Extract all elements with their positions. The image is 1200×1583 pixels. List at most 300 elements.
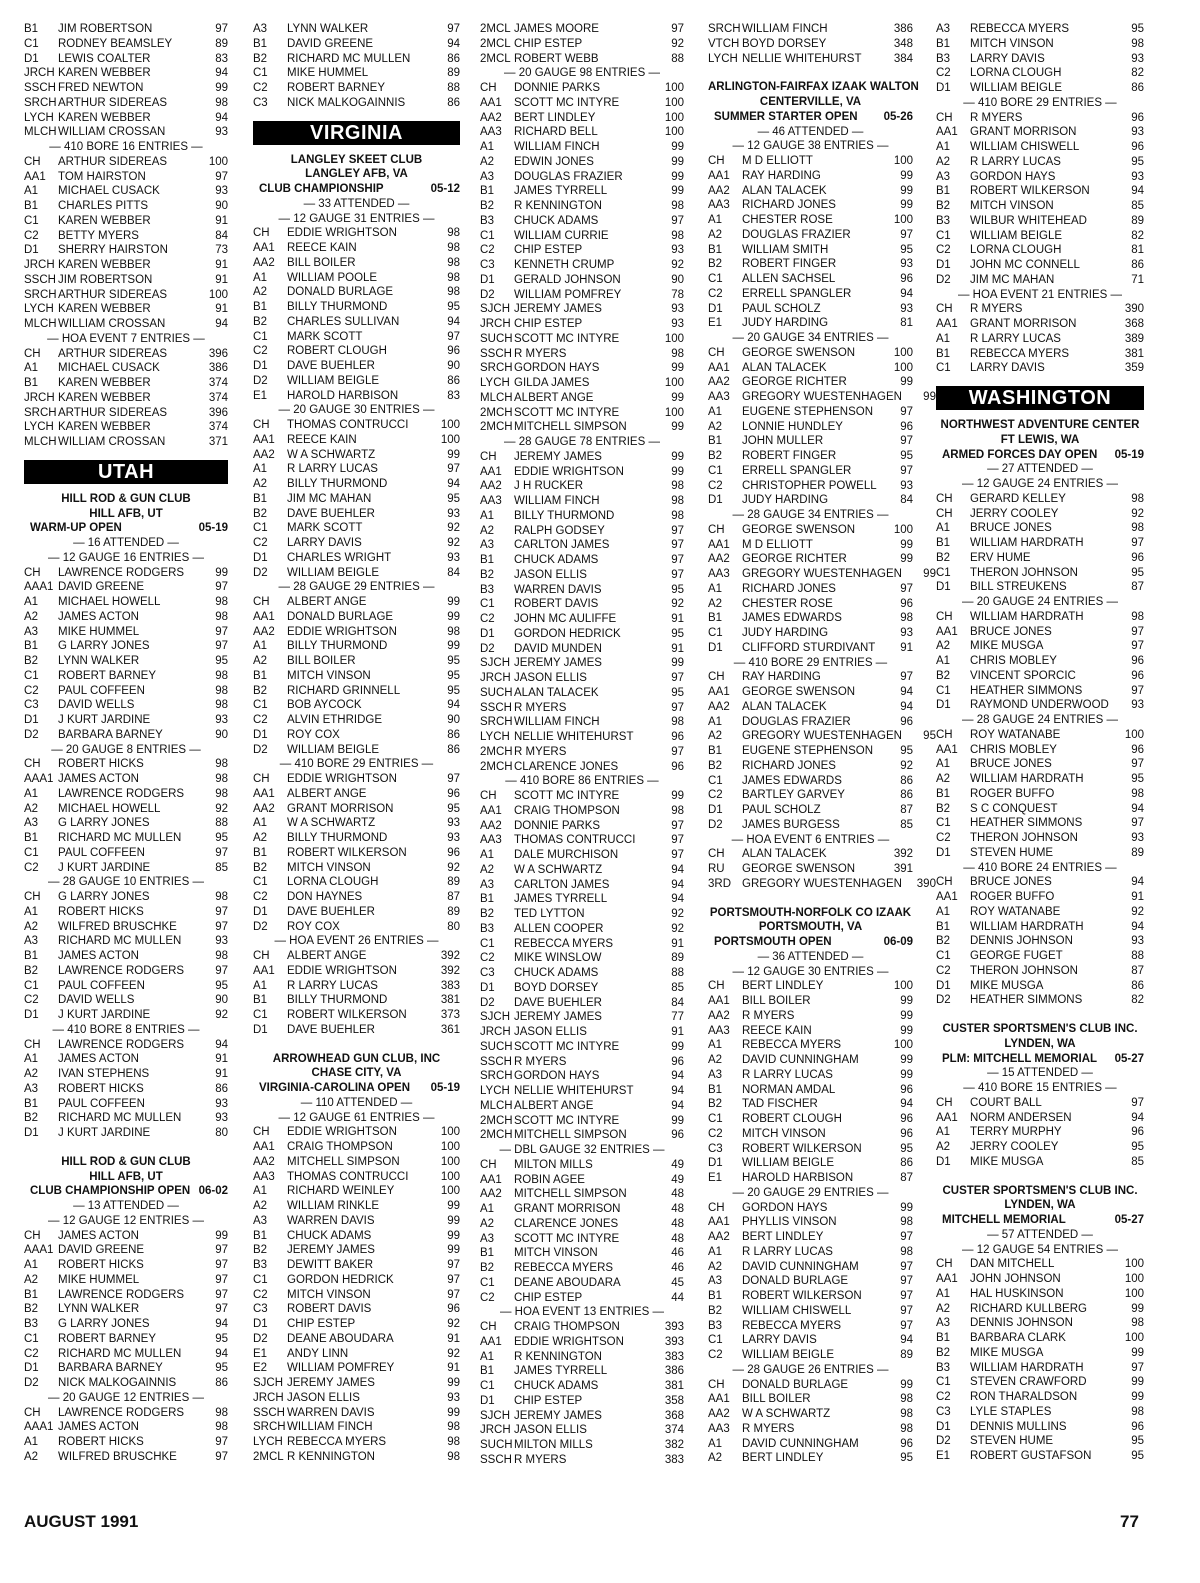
section-gap xyxy=(936,1170,1144,1184)
result-row xyxy=(708,361,913,376)
class-code: B2 xyxy=(253,861,268,874)
class-code: C2 xyxy=(936,67,951,80)
score: 100 xyxy=(440,419,460,431)
shooter-name: GORDON HAYS xyxy=(514,1070,600,1083)
score: 94 xyxy=(671,878,684,891)
class-code: D1 xyxy=(24,714,39,726)
shooter-name: MITCHELL SIMPSON xyxy=(514,1129,627,1142)
shooter-name: MIKE HUMMEL xyxy=(287,67,369,80)
result-row xyxy=(936,1257,1144,1272)
class-code: CH xyxy=(936,507,953,520)
score: 383 xyxy=(440,979,460,992)
result-row xyxy=(24,66,228,81)
score: 99 xyxy=(671,391,684,404)
score: 97 xyxy=(1131,640,1144,653)
score: 98 xyxy=(671,509,684,522)
shooter-name: JUDY HARDING xyxy=(742,627,829,639)
class-code: C2 xyxy=(24,1347,39,1360)
score: 97 xyxy=(215,1436,228,1448)
shooter-name: JASON ELLIS xyxy=(514,672,587,684)
result-row xyxy=(480,1069,684,1084)
result-row xyxy=(480,1025,684,1040)
shooter-name: JAMES EDWARDS xyxy=(742,774,842,787)
result-row xyxy=(708,759,913,774)
class-code: CH xyxy=(936,1258,953,1271)
shooter-name: LORNA CLOUGH xyxy=(970,67,1062,80)
class-code: CH xyxy=(708,155,725,167)
shooter-name: STEVEN CRAWFORD xyxy=(970,1376,1087,1389)
shooter-name: WILLIAM CURRIE xyxy=(514,229,609,242)
result-row xyxy=(936,111,1144,126)
class-code: C1 xyxy=(253,876,268,889)
class-code: A2 xyxy=(253,478,268,490)
class-code: D2 xyxy=(24,1377,39,1389)
result-row xyxy=(480,1217,684,1232)
event-name: PORTSMOUTH OPEN xyxy=(714,936,832,948)
score: 84 xyxy=(900,494,913,507)
shooter-name: IVAN STEPHENS xyxy=(58,1068,150,1080)
result-row xyxy=(24,920,228,935)
shooter-name: G LARRY JONES xyxy=(58,817,150,830)
result-row xyxy=(936,743,1144,758)
class-code: A3 xyxy=(253,1214,268,1227)
score: 48 xyxy=(671,1232,684,1245)
result-row xyxy=(480,1099,684,1114)
class-code: B1 xyxy=(708,1290,723,1302)
result-row xyxy=(253,241,460,256)
result-row xyxy=(936,492,1144,507)
score: 98 xyxy=(671,495,684,507)
class-code: B1 xyxy=(253,846,268,859)
class-code: E1 xyxy=(708,317,723,330)
class-code: AA1 xyxy=(253,610,275,623)
shooter-name: ROBERT CLOUGH xyxy=(742,1113,842,1125)
result-row xyxy=(936,1316,1144,1331)
shooter-name: PHYLLIS VINSON xyxy=(742,1216,837,1229)
class-code: C1 xyxy=(253,522,268,535)
class-code: B1 xyxy=(24,200,39,212)
score: 85 xyxy=(1131,1155,1144,1168)
shooter-name: ARTHUR SIDEREAS xyxy=(58,155,168,168)
shooter-name: CHRIS MOBLEY xyxy=(970,655,1057,667)
class-code: C2 xyxy=(708,479,723,492)
class-code: D1 xyxy=(253,1023,268,1036)
score: 96 xyxy=(447,345,460,358)
class-code: SRCH xyxy=(480,716,513,729)
result-row xyxy=(480,907,684,922)
result-row xyxy=(480,553,684,568)
shooter-name: NELLIE WHITEHURST xyxy=(514,731,634,743)
score: 97 xyxy=(215,1303,228,1316)
class-code: JRCH xyxy=(24,259,55,271)
shooter-name: GORDON HAYS xyxy=(742,1201,828,1214)
result-row xyxy=(253,389,460,404)
result-row xyxy=(253,1420,460,1435)
shooter-name: GEORGE FUGET xyxy=(970,950,1063,962)
score: 81 xyxy=(900,317,913,330)
shooter-name: BRUCE JONES xyxy=(970,625,1052,638)
shooter-name: CHARLES PITTS xyxy=(58,200,149,212)
shooter-name: ROBERT FINGER xyxy=(742,258,837,271)
result-row xyxy=(480,317,684,332)
score: 99 xyxy=(1131,1346,1144,1359)
class-code: SRCH xyxy=(480,1070,513,1083)
shooter-name: JASON ELLIS xyxy=(287,1391,360,1404)
class-code: B1 xyxy=(24,23,39,35)
class-code: C1 xyxy=(24,846,39,859)
shooter-name: DOUGLAS FRAZIER xyxy=(514,170,623,183)
result-row xyxy=(480,1379,684,1394)
shooter-name: CHUCK ADAMS xyxy=(514,554,599,566)
result-row xyxy=(24,890,228,905)
shooter-name: EDDIE WRIGHTSON xyxy=(287,964,397,977)
shooter-name: RAY HARDING xyxy=(742,671,821,684)
class-code: A3 xyxy=(24,625,39,638)
score: 100 xyxy=(664,377,684,389)
class-code: AA2 xyxy=(253,1155,275,1168)
score: 95 xyxy=(671,583,684,596)
shooter-name: BILLY THURMOND xyxy=(287,832,388,844)
class-code: B3 xyxy=(480,583,495,596)
result-row xyxy=(24,155,228,170)
class-code: D2 xyxy=(253,743,268,756)
result-row xyxy=(253,96,460,111)
section-gap xyxy=(708,892,913,906)
class-code: LYCH xyxy=(708,52,738,65)
shooter-name: THOMAS CONTRUCCI xyxy=(287,1170,409,1183)
result-row xyxy=(24,1111,228,1126)
score: 95 xyxy=(1131,23,1144,35)
result-row xyxy=(253,713,460,728)
class-code: D1 xyxy=(24,1009,39,1021)
shooter-name: WARREN DAVIS xyxy=(287,1214,375,1227)
class-code: AA2 xyxy=(708,184,730,197)
result-row xyxy=(480,1394,684,1409)
score: 92 xyxy=(215,802,228,815)
class-code: AA2 xyxy=(708,1009,730,1022)
score: 95 xyxy=(447,301,460,313)
class-code: C1 xyxy=(253,1009,268,1021)
club-header: CUSTER SPORTSMEN'S CLUB INC. xyxy=(942,1023,1138,1035)
class-code: AA1 xyxy=(480,1173,502,1186)
result-row xyxy=(480,155,684,170)
score: 89 xyxy=(671,952,684,965)
result-row xyxy=(708,803,913,818)
shooter-name: ERRELL SPANGLER xyxy=(742,464,852,477)
shooter-name: BARBARA BARNEY xyxy=(58,1362,163,1375)
class-code: E1 xyxy=(708,1172,723,1184)
shooter-name: JERRY COOLEY xyxy=(970,1141,1059,1153)
result-row xyxy=(708,744,913,759)
score: 94 xyxy=(1131,185,1144,198)
shooter-name: LAWRENCE RODGERS xyxy=(58,566,185,579)
score: 95 xyxy=(215,1332,228,1345)
class-code: C2 xyxy=(253,345,268,358)
result-row xyxy=(708,700,913,715)
shooter-name: RICHARD BELL xyxy=(514,126,598,139)
shooter-name: CLIFFORD STURDIVANT xyxy=(742,641,876,654)
class-code: B1 xyxy=(480,1247,495,1260)
class-code: C3 xyxy=(936,1405,951,1418)
score: 93 xyxy=(1131,170,1144,183)
score: 97 xyxy=(215,964,228,977)
score: 99 xyxy=(671,450,684,463)
class-code: SUCH xyxy=(480,1040,513,1053)
score: 96 xyxy=(671,1055,684,1068)
shooter-name: LYNN WALKER xyxy=(58,655,140,667)
class-code: JRCH xyxy=(480,1424,511,1437)
class-code: AA2 xyxy=(480,1188,502,1201)
result-row xyxy=(480,892,684,907)
score: 90 xyxy=(215,200,228,212)
score: 86 xyxy=(215,1082,228,1095)
class-code: B1 xyxy=(708,1083,723,1096)
class-code: A2 xyxy=(936,1141,951,1153)
result-row xyxy=(936,1331,1144,1346)
class-code: CH xyxy=(936,728,953,741)
score: 97 xyxy=(671,554,684,566)
score: 98 xyxy=(671,716,684,729)
class-code: D2 xyxy=(480,642,495,655)
result-row xyxy=(253,1273,460,1288)
shooter-name: RICHARD MC MULLEN xyxy=(58,935,182,948)
score: 98 xyxy=(900,1216,913,1229)
result-row xyxy=(480,1438,684,1453)
result-row xyxy=(480,1040,684,1055)
score: 97 xyxy=(671,23,684,35)
score: 93 xyxy=(447,507,460,520)
result-row xyxy=(936,1449,1144,1464)
shooter-name: ALLEN COOPER xyxy=(514,922,604,935)
result-row xyxy=(708,611,913,626)
result-row xyxy=(24,979,228,994)
result-row xyxy=(24,861,228,876)
class-code: D1 xyxy=(936,1420,951,1433)
score: 95 xyxy=(900,745,913,757)
event-title xyxy=(253,1081,460,1096)
shooter-name: ROGER BUFFO xyxy=(970,891,1055,903)
score: 384 xyxy=(893,52,913,65)
shooter-name: NORMAN AMDAL xyxy=(742,1083,836,1096)
shooter-name: KAREN WEBBER xyxy=(58,377,151,389)
result-row xyxy=(253,1347,460,1362)
class-code: A1 xyxy=(480,509,495,522)
class-code: AA1 xyxy=(708,1393,730,1406)
shooter-name: MARK SCOTT xyxy=(287,522,363,535)
result-row xyxy=(708,1245,913,1260)
score: 91 xyxy=(447,1362,460,1375)
result-row xyxy=(480,22,684,37)
result-row xyxy=(936,728,1144,743)
score: 100 xyxy=(893,523,913,536)
result-row xyxy=(936,625,1144,640)
shooter-name: JOHN MULLER xyxy=(742,435,824,448)
shooter-name: GERALD JOHNSON xyxy=(514,273,621,286)
score: 96 xyxy=(1131,669,1144,682)
score: 97 xyxy=(447,463,460,476)
event-subheader: — 410 BORE 86 ENTRIES — xyxy=(505,775,659,788)
score: 99 xyxy=(1131,1376,1144,1389)
class-code: MLCH xyxy=(480,391,513,404)
shooter-name: ERRELL SPANGLER xyxy=(742,287,852,300)
score: 95 xyxy=(215,979,228,992)
class-code: AA3 xyxy=(480,495,502,507)
result-row xyxy=(708,567,936,582)
score: 390 xyxy=(916,877,936,890)
result-row xyxy=(253,861,460,876)
shooter-name: DAVID WELLS xyxy=(58,994,135,1007)
class-code: SRCH xyxy=(253,1421,286,1434)
class-code: D1 xyxy=(253,551,268,564)
class-code: D1 xyxy=(936,846,951,859)
result-row xyxy=(708,979,913,994)
class-code: B2 xyxy=(24,1112,39,1125)
class-code: CH xyxy=(936,303,953,316)
shooter-name: GREGORY WUESTENHAGEN xyxy=(742,391,902,403)
shooter-name: GRANT MORRISON xyxy=(970,318,1077,330)
shooter-name: MIKE WINSLOW xyxy=(514,952,602,965)
class-code: B1 xyxy=(480,893,495,906)
class-code: A1 xyxy=(480,141,495,153)
result-row xyxy=(253,595,460,610)
score: 97 xyxy=(671,214,684,227)
event-subheader: — HOA EVENT 21 ENTRIES — xyxy=(957,288,1123,301)
score: 91 xyxy=(671,613,684,625)
shooter-name: JAMES ACTON xyxy=(58,773,139,785)
class-code: 2MCH xyxy=(480,745,513,758)
result-row xyxy=(936,684,1144,699)
shooter-name: S C CONQUEST xyxy=(970,802,1058,815)
result-row xyxy=(253,536,460,551)
class-code: AA1 xyxy=(936,743,958,756)
class-code: A2 xyxy=(936,1302,951,1315)
result-row xyxy=(480,1232,684,1247)
result-row xyxy=(708,670,913,685)
class-code: CH xyxy=(480,1321,497,1333)
shooter-name: EDDIE WRIGHTSON xyxy=(514,1335,624,1348)
shooter-name: DAVID WELLS xyxy=(58,699,135,712)
shooter-name: WILLIAM POOLE xyxy=(287,271,378,284)
score: 82 xyxy=(1131,229,1144,242)
score: 100 xyxy=(440,1141,460,1153)
result-row xyxy=(24,361,228,376)
class-code: A3 xyxy=(708,1068,723,1081)
shooter-name: CHESTER ROSE xyxy=(742,214,833,226)
class-code: AA2 xyxy=(708,553,730,566)
score: 97 xyxy=(447,330,460,343)
result-row xyxy=(480,96,684,111)
shooter-name: MIKE MUSGA xyxy=(970,1346,1044,1359)
class-code: 2MCL xyxy=(480,52,511,65)
shooter-name: ROBERT WILKERSON xyxy=(742,1290,862,1302)
shooter-name: EUGENE STEPHENSON xyxy=(742,745,873,757)
class-code: CH xyxy=(24,1229,41,1242)
score: 98 xyxy=(215,1406,228,1419)
class-code: B2 xyxy=(708,759,723,772)
shooter-name: ARTHUR SIDEREAS xyxy=(58,406,168,419)
shooter-name: GRANT MORRISON xyxy=(287,802,394,815)
score: 94 xyxy=(447,315,460,328)
event-subheader: — 15 ATTENDED — xyxy=(987,1067,1093,1080)
class-code: B1 xyxy=(936,787,951,800)
class-code: D1 xyxy=(253,360,268,372)
class-code: SRCH xyxy=(24,288,57,301)
result-row xyxy=(253,993,460,1008)
class-code: AA1 xyxy=(480,96,502,109)
score: 99 xyxy=(671,790,684,802)
result-row xyxy=(480,656,684,671)
shooter-name: LYNN WALKER xyxy=(287,23,369,35)
event-name: CLUB CHAMPIONSHIP xyxy=(259,183,384,195)
class-code: AA2 xyxy=(708,1231,730,1243)
result-row xyxy=(708,877,936,892)
score: 97 xyxy=(900,1231,913,1243)
shooter-name: BILL BOILER xyxy=(742,1393,811,1406)
score: 96 xyxy=(900,1437,913,1450)
score: 95 xyxy=(1131,1450,1144,1462)
class-code: LYCH xyxy=(480,731,510,743)
shooter-name: WILLIAM HARDRATH xyxy=(970,610,1084,623)
shooter-name: ROBERT BARNEY xyxy=(58,1332,156,1345)
class-code: CH xyxy=(24,891,41,903)
result-row xyxy=(24,905,228,920)
shooter-name: R LARRY LUCAS xyxy=(970,155,1061,168)
score: 99 xyxy=(447,1377,460,1389)
score: 100 xyxy=(440,433,460,446)
score: 93 xyxy=(215,714,228,726)
shooter-name: LAWRENCE RODGERS xyxy=(58,787,185,800)
shooter-name: WILLIAM FINCH xyxy=(514,141,600,153)
class-code: D2 xyxy=(480,996,495,1009)
result-row xyxy=(24,757,228,772)
result-row xyxy=(24,1243,228,1258)
shooter-name: MITCH VINSON xyxy=(287,669,371,682)
score: 91 xyxy=(671,642,684,655)
shooter-name: WILLIAM BEIGLE xyxy=(287,374,380,387)
result-row xyxy=(253,1155,460,1170)
shooter-name: BARBARA CLARK xyxy=(970,1332,1066,1344)
result-row xyxy=(24,787,228,802)
score: 95 xyxy=(923,730,936,743)
class-code: SSCH xyxy=(480,1055,512,1068)
class-code: B2 xyxy=(253,315,268,328)
score: 374 xyxy=(208,391,228,404)
class-code: CH xyxy=(24,1038,41,1051)
shooter-name: DOUGLAS FRAZIER xyxy=(742,228,851,241)
result-row xyxy=(253,359,460,374)
score: 95 xyxy=(671,627,684,640)
result-row xyxy=(253,1406,460,1421)
result-row xyxy=(24,625,228,640)
club-header: FT LEWIS, WA xyxy=(1000,433,1080,446)
class-code: B3 xyxy=(24,1318,39,1330)
score: 95 xyxy=(447,655,460,667)
class-code: B2 xyxy=(936,1346,951,1359)
result-row xyxy=(24,214,228,229)
result-row xyxy=(24,595,228,610)
shooter-name: GORDON HAYS xyxy=(970,170,1056,183)
class-code: CH xyxy=(24,566,41,579)
score: 92 xyxy=(671,37,684,50)
result-row xyxy=(936,1361,1144,1376)
class-code: A1 xyxy=(24,905,39,918)
score: 91 xyxy=(215,1053,228,1066)
score: 98 xyxy=(900,612,913,625)
score: 99 xyxy=(900,1068,913,1081)
result-row xyxy=(936,1125,1144,1140)
shooter-name: GEORGE SWENSON xyxy=(742,863,856,875)
class-code: A1 xyxy=(480,849,495,861)
